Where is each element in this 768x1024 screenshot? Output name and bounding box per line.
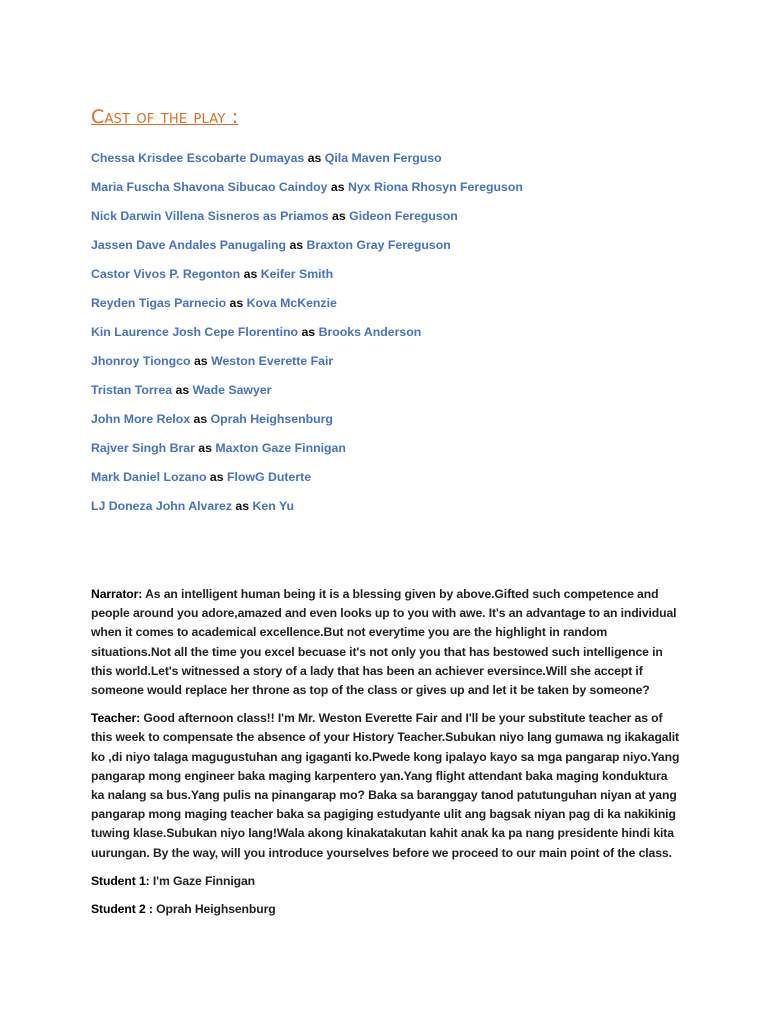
cast-actor: Nick Darwin Villena Sisneros as Priamos xyxy=(91,209,329,223)
cast-as: as xyxy=(243,267,258,281)
cast-actor: Jhonroy Tiongco xyxy=(91,354,191,368)
cast-as: as xyxy=(235,499,250,513)
dialogue-text: I'm Gaze Finnigan xyxy=(149,873,255,888)
cast-as: as xyxy=(330,180,345,194)
cast-as: as xyxy=(193,412,208,426)
cast-as: as xyxy=(301,325,316,339)
cast-role: Weston Everette Fair xyxy=(211,354,334,368)
cast-role: Wade Sawyer xyxy=(192,383,272,397)
cast-actor: Rajver Singh Brar xyxy=(91,441,199,455)
cast-actor: Tristan Torrea xyxy=(91,383,173,397)
speaker-label: Student 1: xyxy=(91,873,150,888)
cast-as: as xyxy=(209,470,224,484)
cast-line xyxy=(91,178,731,207)
dialogue-text: Oprah Heighsenburg xyxy=(152,902,276,917)
cast-line xyxy=(91,352,731,381)
cast-actor: Mark Daniel Lozano xyxy=(91,470,207,484)
script-paragraph xyxy=(91,872,681,891)
cast-role: Ken Yu xyxy=(252,499,294,513)
page-title: Cast of the play : xyxy=(91,106,239,128)
cast-line xyxy=(91,294,731,323)
cast-as: as xyxy=(193,354,208,368)
cast-role: Qila Maven Ferguso xyxy=(324,151,442,165)
cast-line xyxy=(91,497,731,526)
cast-actor: LJ Doneza John Alvarez xyxy=(91,499,232,513)
cast-line xyxy=(91,236,731,265)
cast-line xyxy=(91,265,731,294)
cast-role: Maxton Gaze Finnigan xyxy=(215,441,346,455)
cast-role: FlowG Duterte xyxy=(227,470,312,484)
cast-as: as xyxy=(198,441,212,455)
cast-role: Brooks Anderson xyxy=(318,325,422,339)
cast-role: Keifer Smith xyxy=(260,267,334,281)
cast-as: as xyxy=(307,151,322,165)
speaker-label: Student 2 : xyxy=(91,902,153,917)
speaker-label: Teacher: xyxy=(91,711,141,726)
script-paragraph xyxy=(91,709,681,863)
cast-line xyxy=(91,439,731,468)
cast-line xyxy=(91,207,731,236)
cast-as: as xyxy=(332,209,346,223)
cast-line xyxy=(91,149,731,178)
cast-actor: John More Relox xyxy=(91,412,191,426)
cast-as: as xyxy=(289,238,304,252)
script-paragraph xyxy=(91,900,681,919)
cast-line xyxy=(91,323,731,352)
cast-line xyxy=(91,410,731,439)
dialogue-text: Good afternoon class!! I'm Mr. Weston Everette Fair and I'll be your substitute teacher as of this week to compensate the absence of your History Teacher.Subukan niyo lang gumawa ng ikakagalit ko ,di niyo talaga magugustuhan ang igaganti ko.Pwede kong ipalayo kayo sa mga pangarap niyo.Yang pangarap mong engineer baka maging karpentero yan.Yang flight attendant baka maging konduktura ka nalang sa bus.Yang pulis na pinangarap mo? Baka sa baranggay tanod patutunguhan niyan at yang pangarap mong maging teacher baka sa pagiging estudyante ulit ang bagsak niyan pag di ka nakikinig tuwing klase.Subukan niyo lang!Wala akong kinakatakutan kahit anak ka pa nang presidente hindi kita uurungan. By the way, will you introduce yourselves before we proceed to our main point of the class. xyxy=(91,711,680,860)
cast-actor: Castor Vivos P. Regonton xyxy=(91,267,241,281)
script-body xyxy=(91,585,681,928)
cast-role: Kova McKenzie xyxy=(246,296,337,310)
cast-role: Braxton Gray Fereguson xyxy=(306,238,451,252)
cast-role: Oprah Heighsenburg xyxy=(210,412,333,426)
cast-line xyxy=(91,381,731,410)
speaker-label: Narrator: xyxy=(91,587,143,601)
cast-line xyxy=(91,468,731,497)
cast-role: Gideon Fereguson xyxy=(349,209,458,223)
script-paragraph xyxy=(91,585,681,700)
cast-actor: Maria Fuscha Shavona Sibucao Caindoy xyxy=(91,180,328,194)
cast-as: as xyxy=(175,383,190,397)
cast-actor: Kin Laurence Josh Cepe Florentino xyxy=(91,325,299,339)
cast-actor: Jassen Dave Andales Panugaling xyxy=(91,238,287,252)
dialogue-text: As an intelligent human being it is a blessing given by above.Gifted such competence and people around you adore,amazed and even looks up to you with awe. It's an advantage to an individual when it comes to academical excellence.But not everytime you are the highlight in random situations.Not all the time you excel becuase it's not only you that has bestowed such intelligence in this world.Let's witnessed a story of a lady that has been an achiever eversince.Will she accept if someone would replace her throne as top of the class or gives up and let it be taken by someone? xyxy=(91,587,677,698)
cast-role: Nyx Riona Rhosyn Fereguson xyxy=(347,180,523,194)
cast-as: as xyxy=(229,296,244,310)
cast-actor: Chessa Krisdee Escobarte Dumayas xyxy=(91,151,305,165)
cast-list xyxy=(91,149,731,526)
cast-actor: Reyden Tigas Parnecio xyxy=(91,296,227,310)
